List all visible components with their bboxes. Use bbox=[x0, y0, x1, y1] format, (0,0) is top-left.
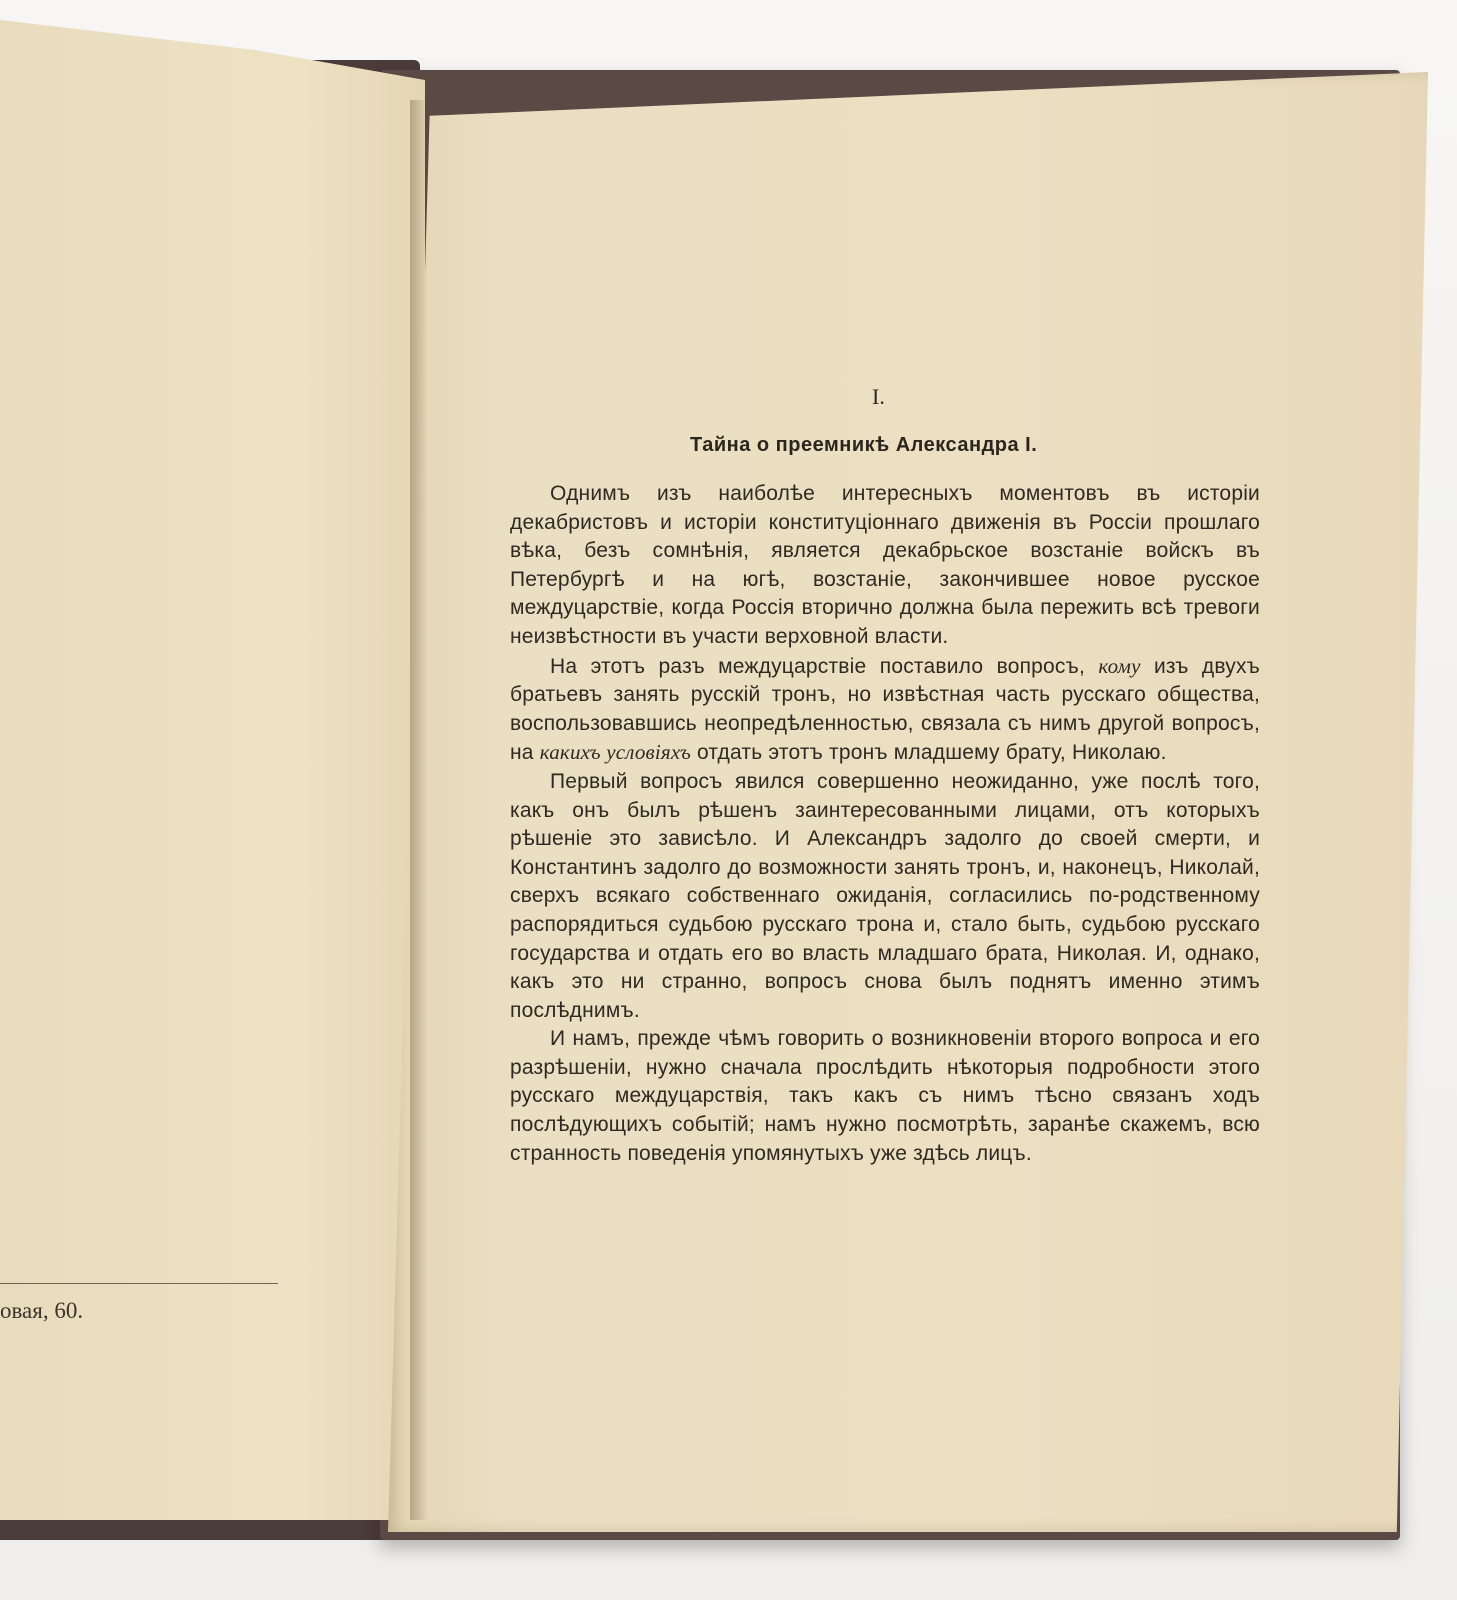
footer-rule bbox=[0, 1283, 278, 1284]
paragraph-2-emphasis-1: кому bbox=[1098, 653, 1141, 678]
paragraph-2 bbox=[510, 652, 1260, 768]
book-gutter bbox=[410, 100, 428, 1520]
chapter-number: I. bbox=[872, 384, 885, 409]
left-page bbox=[0, 20, 425, 1520]
paragraph-4: И намъ, прежде чѣмъ говорить о возникновеніи второго вопроса и его разрѣшеніи, нужно сначала прослѣдить нѣкоторыя подробности этого русскаго междуцарствія, такъ какъ съ нимъ тѣсно связанъ ходъ послѣдующихъ событій; намъ нужно посмотрѣть, заранѣе скажемъ, всю странность поведенія упомянутыхъ уже здѣсь лицъ. bbox=[510, 1027, 1260, 1165]
chapter-title: Тайна о преемникѣ Александра I. bbox=[690, 434, 1038, 456]
paragraph-2-part-b: изъ двухъ братьевъ занять русскій тронъ, но извѣстная часть русскаго общества, воспользовавшись неопредѣленностью, связала съ нимъ другой вопросъ, на bbox=[510, 654, 1260, 765]
paragraph-2-part-c: отдать этотъ тронъ младшему брату, Николаю. bbox=[690, 741, 1167, 765]
paragraph-2-emphasis-2: какихъ условіяхъ bbox=[539, 740, 691, 765]
left-page-footer: овая, 60. bbox=[0, 1298, 84, 1323]
chapter-body bbox=[510, 480, 1260, 1168]
paragraph-3: Первый вопросъ явился совершенно неожиданно, уже послѣ того, какъ онъ былъ рѣшенъ заинтересованными лицами, отъ которыхъ рѣшеніе это зависѣло. И Александръ задолго до своей смерти, и Константинъ задолго до возможности занять тронъ, и, наконецъ, Николай, сверхъ всякаго собственнаго ожиданія, согласились по-родственному распорядиться судьбою русскаго трона и, стало быть, судьбою русскаго государства и отдать его во власть младшаго брата, Николая. И, однако, какъ это ни странно, вопросъ снова былъ поднятъ именно этимъ послѣднимъ. bbox=[510, 769, 1260, 1022]
paragraph-1: Однимъ изъ наиболѣе интересныхъ моментовъ въ исторіи декабристовъ и исторіи конституціоннаго движенія въ Россіи прошлаго вѣка, безъ сомнѣнія, является декабрьское возстаніе войскъ въ Петербургѣ и на югѣ, возстаніе, закончившее новое русское междуцарствіе, когда Россія вторично должна была пережить всѣ тревоги неизвѣстности въ участи верховной власти. bbox=[510, 482, 1260, 648]
paragraph-2-part-a: На этотъ разъ междуцарствіе поставило вопросъ, bbox=[550, 654, 1099, 678]
